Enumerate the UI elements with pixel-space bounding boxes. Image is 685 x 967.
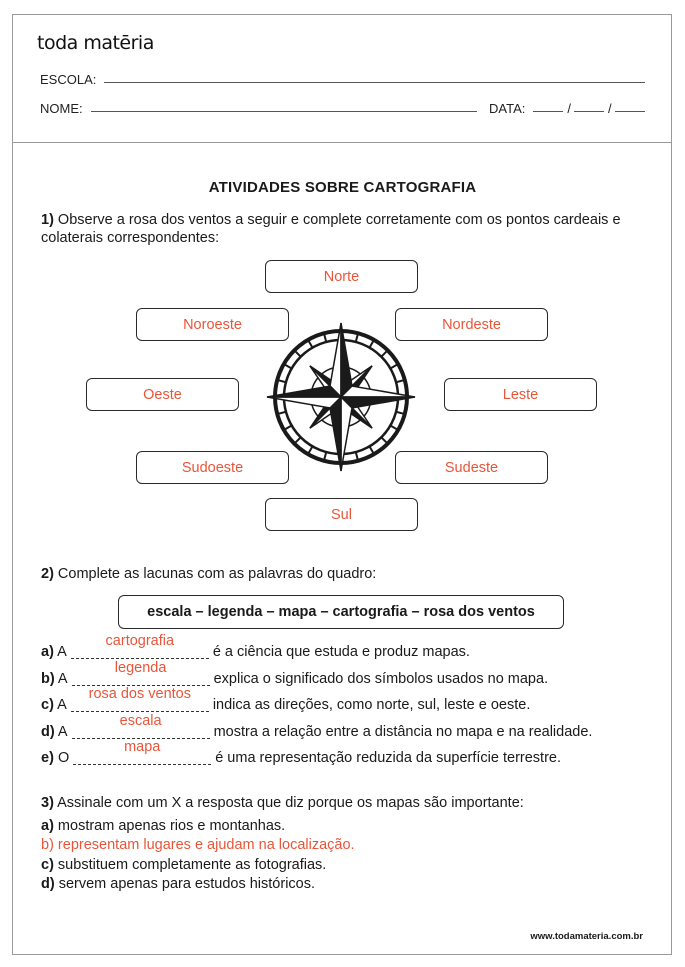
option-d[interactable]: [41, 876, 315, 892]
date-separator: /: [607, 101, 612, 116]
direction-box-northwest[interactable]: Noroeste: [136, 308, 289, 341]
name-input-line[interactable]: [91, 111, 477, 112]
date-year-line[interactable]: [615, 111, 645, 112]
question-text: Observe a rosa dos ventos a seguir e complete corretamente com os pontos cardeais e colaterais correspondentes:: [41, 212, 621, 246]
item-letter: a): [41, 644, 54, 660]
item-letter: e): [41, 750, 54, 766]
worksheet-frame: [12, 14, 672, 955]
footer-url-link[interactable]: www.todamateria.com.br: [530, 931, 643, 942]
answer-blank[interactable]: [73, 739, 211, 762]
question-text: Complete as lacunas com as palavras do quadro:: [53, 566, 377, 582]
fill-item-d: [41, 713, 593, 740]
fill-item-b: [41, 660, 549, 687]
direction-box-northeast[interactable]: Nordeste: [395, 308, 548, 341]
question-3: [41, 794, 524, 812]
answer-text: escala: [119, 713, 162, 729]
date-separator: /: [567, 101, 571, 116]
fill-item-e: [41, 739, 561, 766]
answer-blank[interactable]: [72, 660, 210, 683]
item-article: A: [57, 671, 68, 687]
direction-box-north[interactable]: Norte: [265, 260, 418, 293]
answer-text: rosa dos ventos: [88, 686, 191, 702]
date-day-line[interactable]: [533, 111, 563, 112]
item-letter: d): [41, 724, 55, 740]
item-article: A: [57, 724, 68, 740]
answer-text: legenda: [114, 660, 167, 676]
answer-text: cartografia: [105, 633, 175, 649]
fill-item-a: [41, 633, 470, 660]
item-letter: c): [41, 697, 54, 713]
option-letter: d): [41, 876, 55, 892]
option-text: servem apenas para estudos históricos.: [54, 876, 316, 892]
fill-item-c: [41, 686, 531, 713]
option-letter: c): [41, 857, 54, 873]
school-input-line[interactable]: [104, 82, 645, 83]
school-field: [40, 72, 645, 87]
word-bank-box: escala – legenda – mapa – cartografia – rosa dos ventos: [118, 595, 564, 629]
item-article: O: [57, 750, 70, 766]
question-number: 2): [41, 566, 54, 582]
answer-blank[interactable]: [72, 713, 210, 736]
option-text: substituem completamente as fotografias.: [53, 857, 327, 873]
item-article: A: [57, 644, 67, 660]
option-letter: a): [41, 818, 54, 834]
option-text: mostram apenas rios e montanhas.: [53, 818, 286, 834]
option-text: representam lugares e ajudam na localização.: [53, 837, 355, 853]
direction-box-south[interactable]: Sul: [265, 498, 418, 531]
answer-text: mapa: [124, 739, 161, 755]
school-label: ESCOLA:: [40, 72, 97, 87]
question-number: 1): [41, 212, 54, 228]
answer-blank[interactable]: [71, 633, 209, 656]
direction-box-southwest[interactable]: Sudoeste: [136, 451, 289, 484]
header-divider: [12, 142, 672, 143]
option-c[interactable]: [41, 857, 326, 873]
item-text: mostra a relação entre a distância no mapa e na realidade.: [213, 724, 593, 740]
date-label: DATA:: [489, 101, 526, 116]
date-field: [489, 101, 645, 116]
brand-logo: toda matēria: [37, 32, 154, 54]
direction-box-southeast[interactable]: Sudeste: [395, 451, 548, 484]
item-text: indica as direções, como norte, sul, leste e oeste.: [212, 697, 531, 713]
question-number: 3): [41, 795, 54, 811]
name-label: NOME:: [40, 101, 83, 116]
question-text: Assinale com um X a resposta que diz porque os mapas são importante:: [53, 795, 524, 811]
date-month-line[interactable]: [574, 111, 604, 112]
option-letter: b): [41, 837, 54, 853]
item-text: explica o significado dos símbolos usados no mapa.: [213, 671, 549, 687]
option-a[interactable]: [41, 818, 285, 834]
item-letter: b): [41, 671, 55, 687]
direction-box-west[interactable]: Oeste: [86, 378, 239, 411]
name-field: [40, 101, 477, 116]
answer-blank[interactable]: [71, 686, 209, 709]
question-2: [41, 565, 376, 583]
option-b-selected[interactable]: [41, 837, 355, 853]
item-text: é uma representação reduzida da superfície terrestre.: [215, 750, 561, 766]
direction-box-east[interactable]: Leste: [444, 378, 597, 411]
item-article: A: [57, 697, 67, 713]
page-title: ATIVIDADES SOBRE CARTOGRAFIA: [208, 179, 477, 196]
item-text: é a ciência que estuda e produz mapas.: [212, 644, 470, 660]
question-1: [41, 211, 641, 247]
